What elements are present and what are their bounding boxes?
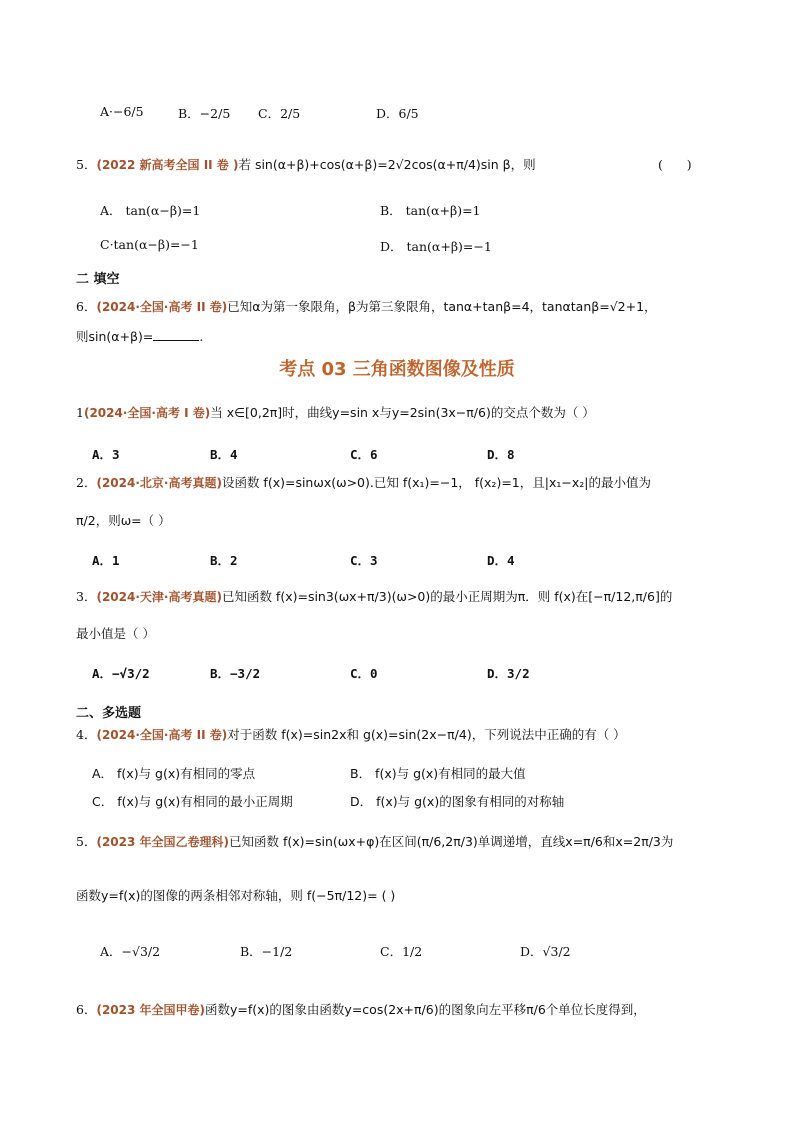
question-number: 5．: [76, 157, 97, 172]
question-text: 对于函数 f(x)=sin2x和 g(x)=sin(2x−π/4)，下列说法中正确的有（ ）: [227, 727, 626, 742]
option-d: D．√3/2: [520, 944, 571, 959]
question-source: (2023 年全国乙卷理科): [96, 835, 229, 849]
question-2-line2: [76, 513, 171, 528]
option-d: D．8: [487, 447, 515, 462]
question-text: 则sin(α+β)=: [76, 329, 154, 344]
option-c: C．1/2: [380, 944, 423, 959]
question-text: 设函数 f(x)=sinωx(ω>0).已知 f(x₁)=−1， f(x₂)=1，且|x₁−x₂|的最小值为: [221, 475, 651, 490]
question-1: [76, 405, 595, 420]
option-c: C·tan(α−β)=−1: [100, 237, 199, 252]
option-b: B．4: [210, 447, 238, 462]
question-source: (2024·全国·高考 II 卷): [96, 300, 228, 314]
option-b: B．−3/2: [210, 666, 261, 681]
option-c: C． f(x)与 g(x)有相同的最小正周期: [92, 794, 293, 809]
question-text: 若 sin(α+β)+cos(α+β)=2√2cos(α+π/4)sin β，则: [238, 157, 536, 172]
option-b: B．−1/2: [240, 944, 293, 959]
question-6-line2: 则sin(α+β)= .: [76, 329, 204, 344]
option-a: A．1: [92, 553, 120, 568]
option-d: D． f(x)与 g(x)的图象有相同的对称轴: [350, 794, 565, 809]
option-b: B． f(x)与 g(x)有相同的最大值: [350, 766, 526, 781]
option-b: B． tan(α+β)=1: [380, 203, 481, 218]
question-number: 6．: [76, 1002, 97, 1017]
answer-paren: ( ): [658, 157, 692, 172]
option-c: C．2/5: [258, 106, 301, 121]
option-a: A． f(x)与 g(x)有相同的零点: [92, 766, 256, 781]
section-multi-choice: 二、多选题: [76, 706, 142, 721]
question-source: (2022 新高考全国 II 卷 ): [96, 158, 239, 172]
question-source: (2023 年全国甲卷): [96, 1003, 205, 1017]
question-text: 已知α为第一象限角，β为第三象限角，tanα+tanβ=4，tanαtanβ=√2+1，: [227, 299, 657, 314]
question-number: 4．: [76, 727, 97, 742]
question-6-2023: [76, 1002, 646, 1017]
option-d: D．3/2: [487, 666, 530, 681]
question-text: 当 x∈[0,2π]时，曲线y=sin x与y=2sin(3x−π/6)的交点个数为（ ）: [210, 405, 595, 420]
option-b: B．2: [210, 553, 238, 568]
question-source: (2024·天津·高考真题): [96, 590, 222, 604]
option-b: B．−2/5: [178, 106, 231, 121]
question-3-line2: [76, 626, 155, 641]
question-text: 函数y=f(x)的图象由函数y=cos(2x+π/6)的图象向左平移π/6个单位长度得到，: [205, 1002, 646, 1017]
option-a: A．3: [92, 447, 120, 462]
option-a: A． tan(α−β)=1: [100, 203, 201, 218]
option-d: D．4: [487, 553, 515, 568]
option-d: D．6/5: [376, 106, 419, 121]
question-3: [76, 589, 672, 604]
question-number: 6．: [76, 299, 97, 314]
section-fill-blank: 二 填空: [76, 272, 120, 287]
question-text: 已知函数 f(x)=sin3(ωx+π/3)(ω>0)的最小正周期为π．则 f(x)在[−π/12,π/6]的: [221, 589, 673, 604]
question-text: 已知函数 f(x)=sin(ωx+φ)在区间(π/6,2π/3)单调递增，直线x=π/6和x=2π/3为: [229, 834, 674, 849]
question-source: (2024·全国·高考 I 卷): [83, 406, 211, 420]
question-text: 函数y=f(x)的图像的两条相邻对称轴，则 f(−5π/12)= ( ): [76, 888, 396, 903]
question-source: (2024·全国·高考 II 卷): [96, 728, 228, 742]
question-4: [76, 727, 626, 742]
option-c: C．3: [350, 553, 378, 568]
question-5-2023: [76, 834, 673, 849]
question-6-2024: [76, 299, 657, 314]
question-5-line2: [76, 888, 395, 903]
option-c: C．0: [350, 666, 378, 681]
option-a: A．−√3/2: [100, 944, 161, 959]
question-number: 2．: [76, 475, 97, 490]
fill-blank: [153, 328, 199, 341]
question-2: [76, 475, 651, 490]
option-d: D． tan(α+β)=−1: [380, 239, 492, 254]
question-number: 1: [76, 405, 84, 420]
question-number: 5．: [76, 834, 97, 849]
question-5-2022: [76, 157, 536, 172]
question-number: 3．: [76, 589, 97, 604]
option-c: C．6: [350, 447, 378, 462]
section-heading: 考点 03 三角函数图像及性质: [279, 359, 515, 380]
option-a: A·−6/5: [100, 104, 144, 119]
question-source: (2024·北京·高考真题): [96, 476, 222, 490]
option-a: A．−√3/2: [92, 666, 150, 681]
question-text: π/2，则ω=（ ）: [76, 513, 171, 528]
question-text: 最小值是（ ）: [76, 626, 155, 641]
